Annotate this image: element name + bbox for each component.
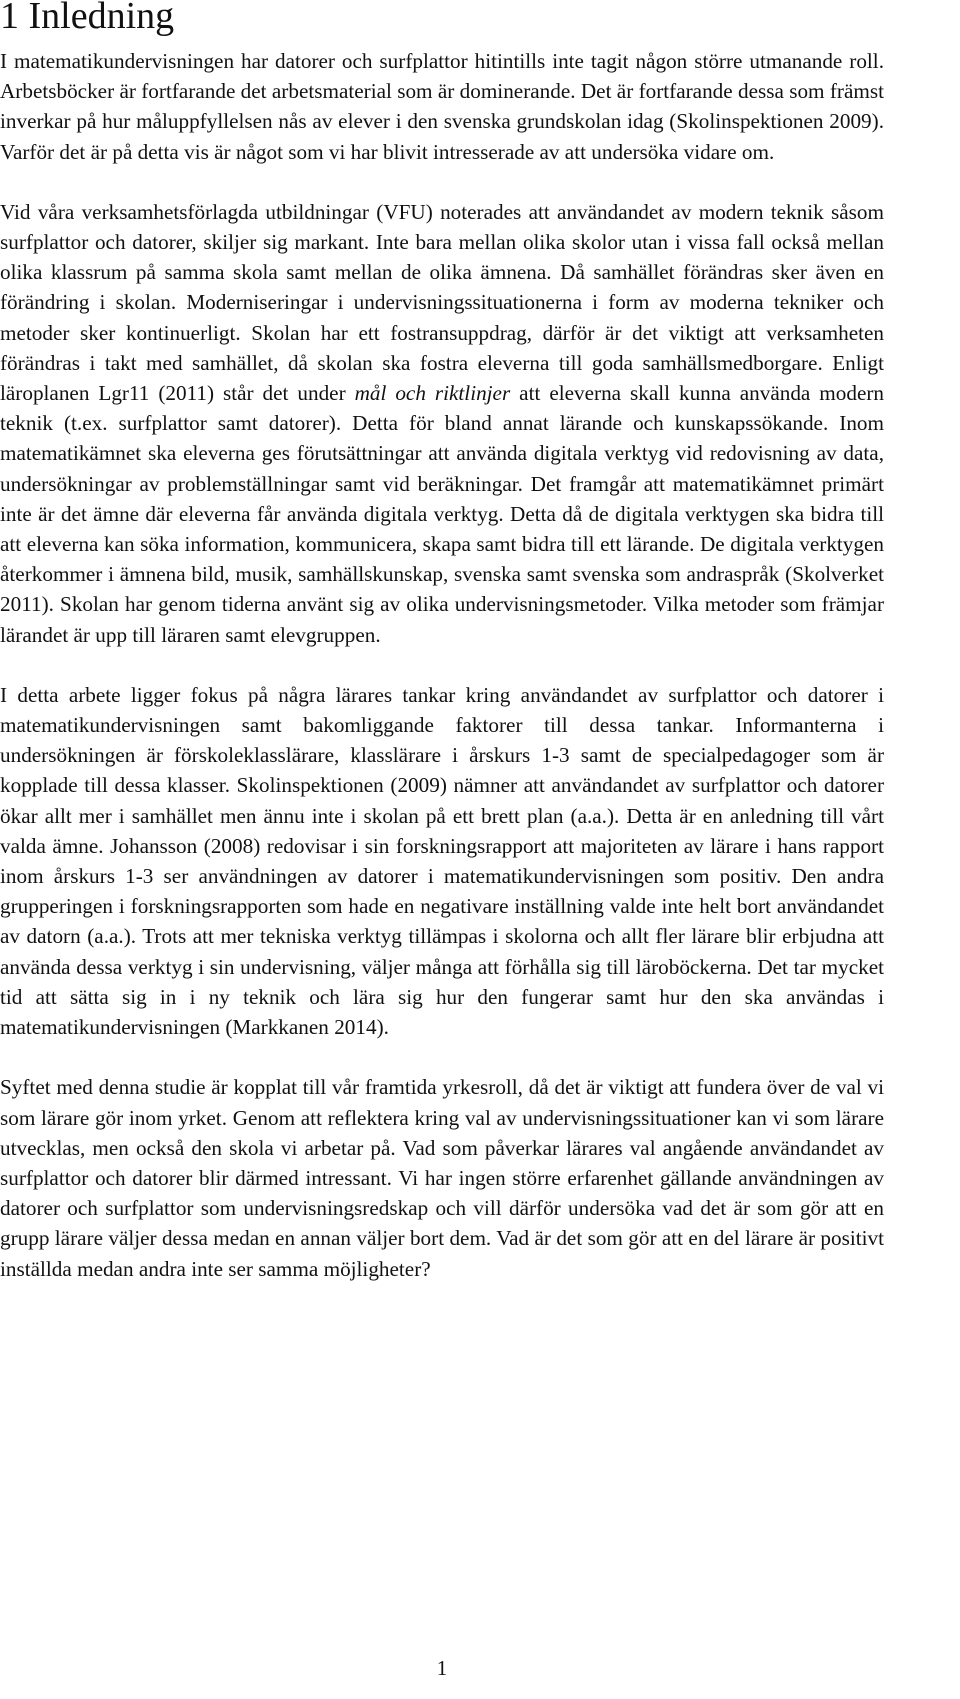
chapter-heading: 1 Inledning (0, 0, 175, 37)
paragraph-vfu-italic: mål och riktlinjer (354, 381, 511, 406)
paragraph-vfu-part-1: Vid våra verksamhetsförlagda utbildningar (VFU) noterades att användandet av modern teknik såsom surfplattor och datorer, skiljer sig markant. Inte bara mellan olika skolor utan i vissa fall också mellan olika klassrum på samma skola samt mellan de olika ämnena. Då samhället förändras sker även en förändring i skolan. Moderniseringar i undervisningssituationerna i form av moderna tekniker och metoder sker kontinuerligt. Skolan har ett fostransuppdrag, därför är det viktigt att verksamheten förändras i takt med samhället, då skolan ska fostra eleverna till goda samhällsmedborgare. Enligt läroplanen Lgr11 (2011) står det under (0, 199, 884, 406)
paragraph-focus: I detta arbete ligger fokus på några lärares tankar kring användandet av surfplattor och datorer i matematikundervisningen samt bakomliggande faktorer till dessa tankar. Informanterna i undersökningen är förskoleklasslärare, klasslärare i årskurs 1-3 samt de specialpedagoger som är kopplade till dessa klasser. Skolinspektionen (2009) nämner att användandet av surfplattor och datorer ökar allt mer i samhället men ännu inte i skolan på ett brett plan (a.a.). Detta är en anledning till vårt valda ämne. Johansson (2008) redovisar i sin forskningsrapport att majoriteten av lärare i hans rapport inom årskurs 1-3 ser användningen av datorer i matematikundervisningen som positiv. Den andra grupperingen i forskningsrapporten som hade en negativare inställning valde inte helt bort användandet av datorn (a.a.). Trots att mer tekniska verktyg tillämpas i skolorna och allt fler lärare blir erbjudna att använda dessa verktyg i sin undervisning, väljer många att förhålla sig till läroböckerna. Det tar mycket tid att sätta sig in i ny teknik och lära sig hur den fungerar samt hur den ska användas i matematikundervisningen (Markkanen 2014). (0, 682, 884, 1040)
paragraph-purpose: Syftet med denna studie är kopplat till vår framtida yrkesroll, då det är viktigt att fundera över de val vi som lärare gör inom yrket. Genom att reflektera kring val av undervisningssituationer kan vi som lärare utvecklas, men också den skola vi arbetar på. Vad som påverkar lärares val angående användandet av surfplattor och datorer blir därmed intressant. Vi har ingen större erfarenhet gällande användningen av datorer och surfplattor som undervisningsredskap och vill därför undersöka vad det är som gör att en grupp lärare väljer dessa medan en annan väljer bort dem. Vad är det som gör att en del lärare är positivt inställda medan andra inte ser samma möjligheter? (0, 1075, 884, 1281)
paragraph-vfu-part-2: att eleverna skall kunna använda modern teknik (t.ex. surfplattor samt datorer). Detta för bland annat lärande och kunskapssökande. Inom matematikämnet ska eleverna ges förutsättningar att använda digitala verktyg vid redovisning av data, undersökningar av problemställningar samt vid beräkningar. Det framgår att matematikämnet primärt inte är det ämne där eleverna får använda digitala verktyg. Detta då de digitala verktygen ska bidra till att eleverna kan söka information, kommunicera, skapa samt bidra till ett lärande. De digitala verktygen återkommer i ämnena bild, musik, samhällskunskap, svenska samt svenska som andraspråk (Skolverket 2011). Skolan har genom tiderna använt sig av olika undervisningsmetoder. Vilka metoder som främjar lärandet är upp till läraren samt elevgruppen. (0, 381, 885, 647)
body-text (0, 46, 884, 1284)
paragraph-vfu (0, 197, 884, 650)
paragraph-intro: I matematikundervisningen har datorer och surfplattor hitintills inte tagit någon större utmanande roll. Arbetsböcker är fortfarande det arbetsmaterial som är dominerande. Det är fortfarande dessa som främst inverkar på hur måluppfyllelsen nås av elever i den svenska grundskolan idag (Skolinspektionen 2009). Varför det är på detta vis är något som vi har blivit intresserade av att undersöka vidare om. (0, 49, 884, 164)
page-number: 1 (436, 1656, 448, 1680)
